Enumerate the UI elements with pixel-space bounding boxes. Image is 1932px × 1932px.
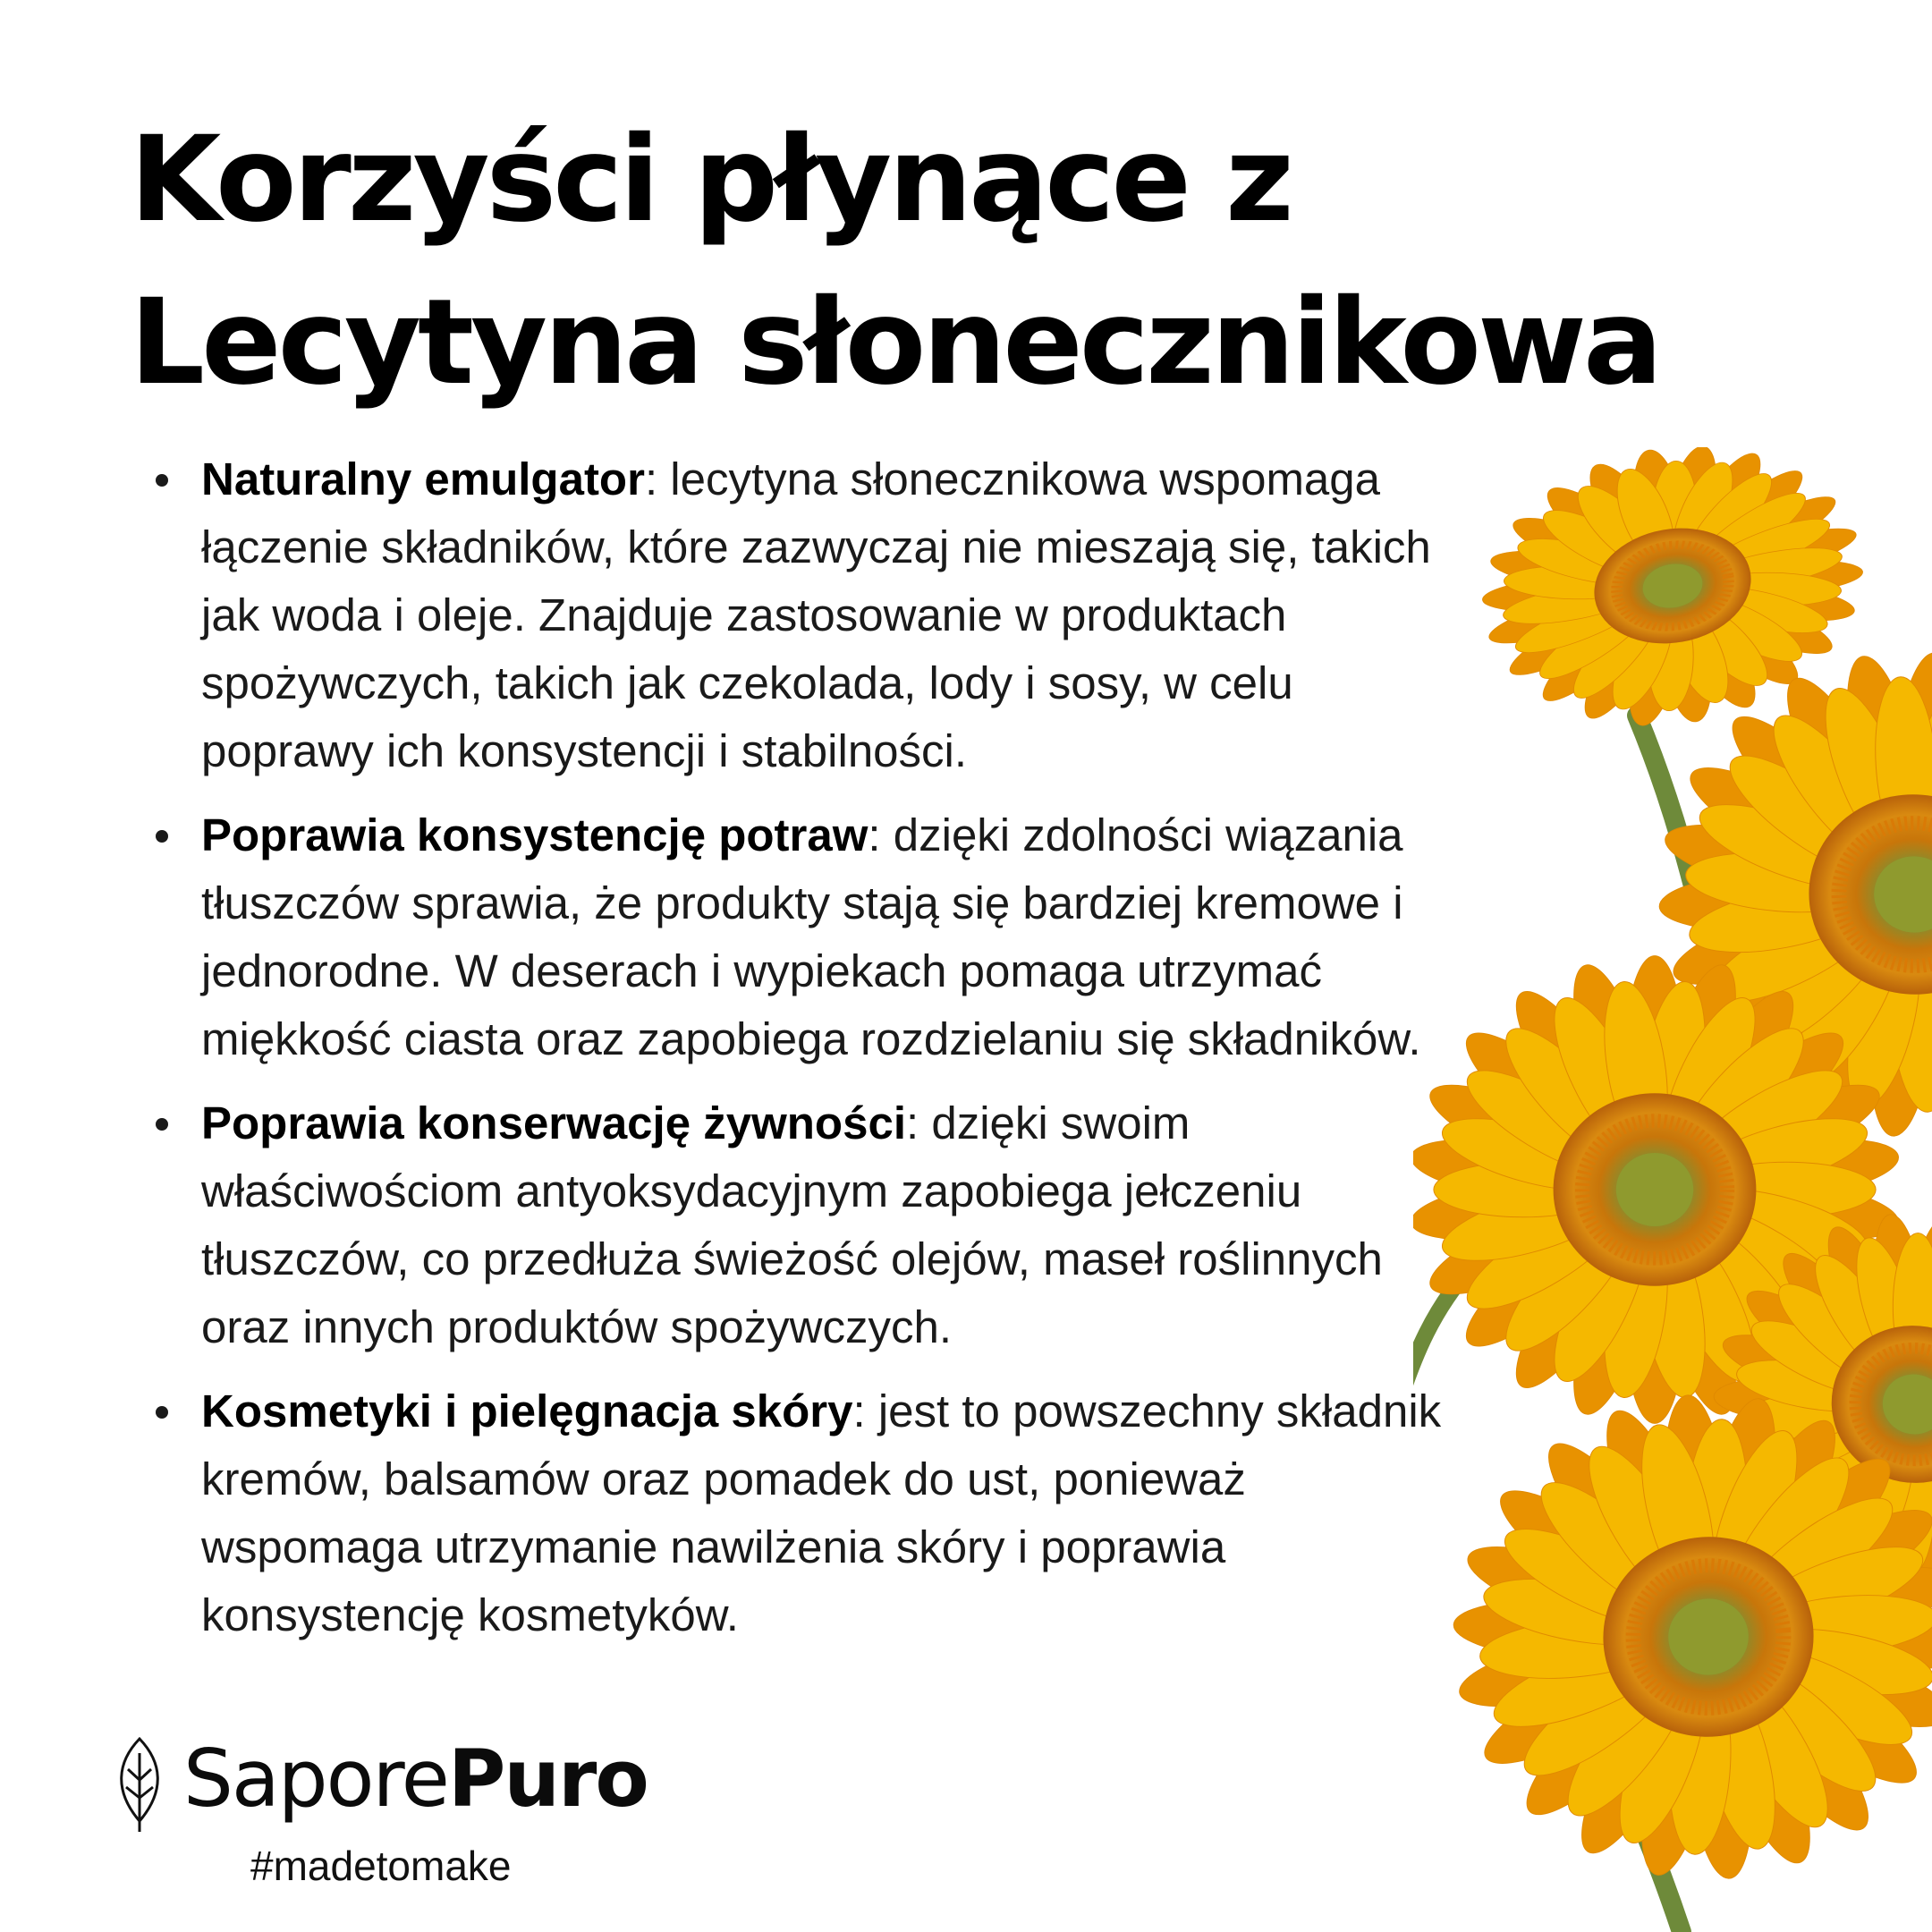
bullet-icon xyxy=(156,1118,168,1131)
list-item xyxy=(152,445,1467,785)
list-item xyxy=(152,801,1467,1073)
benefit-text: : lecytyna słonecznikowa wspomaga łączenie składników, które zazwyczaj nie mieszają się, takich jak woda i oleje. Znajduje zastosowanie w produktach spożywczych, takich jak czekolada, lody i sosy, w celu poprawy ich konsystencji i stabilności. xyxy=(201,453,1431,776)
bullet-icon xyxy=(156,830,168,843)
benefit-text: : jest to powszechny składnik kremów, balsamów oraz pomadek do ust, ponieważ wspomaga utrzymanie nawilżenia skóry i poprawia konsystencję kosmetyków. xyxy=(201,1385,1442,1640)
list-item xyxy=(152,1377,1467,1649)
brand-logo xyxy=(112,1735,684,1914)
benefit-title: Poprawia konserwację żywności xyxy=(201,1097,906,1148)
benefits-list xyxy=(152,445,1467,1665)
brand-hashtag: #madetomake xyxy=(250,1843,512,1889)
brand-name xyxy=(183,1730,648,1828)
brand-name-part2: Puro xyxy=(447,1733,648,1825)
sunflower-illustration xyxy=(1413,447,1932,1932)
leaf-icon xyxy=(112,1735,167,1834)
benefit-title: Kosmetyki i pielęgnacja skóry xyxy=(201,1385,853,1436)
bullet-icon xyxy=(156,474,168,487)
title-line-1: Korzyści płynące z xyxy=(130,111,1291,249)
benefit-title: Naturalny emulgator xyxy=(201,453,645,504)
title-line-2: Lecytyna słonecznikowa xyxy=(130,274,1660,411)
sunflower-group xyxy=(1413,447,1932,1901)
flower-center xyxy=(1616,1153,1693,1226)
benefit-text: : dzięki zdolności wiązania tłuszczów sprawia, że produkty stają się bardziej kremowe i jednorodne. W deserach i wypiekach pomaga utrzymać miękkość ciasta oraz zapobiega rozdzielaniu się składników. xyxy=(201,809,1421,1064)
brand-name-part1: Sapore xyxy=(183,1733,448,1825)
page-title xyxy=(130,98,1883,424)
benefit-title: Poprawia konsystencję potraw xyxy=(201,809,869,860)
list-item xyxy=(152,1089,1467,1361)
benefit-text: : dzięki swoim właściwościom antyoksydacyjnym zapobiega jełczeniu tłuszczów, co przedłuża świeżość olejów, maseł roślinnych oraz innych produktów spożywczych. xyxy=(201,1097,1383,1352)
bullet-icon xyxy=(156,1406,168,1419)
